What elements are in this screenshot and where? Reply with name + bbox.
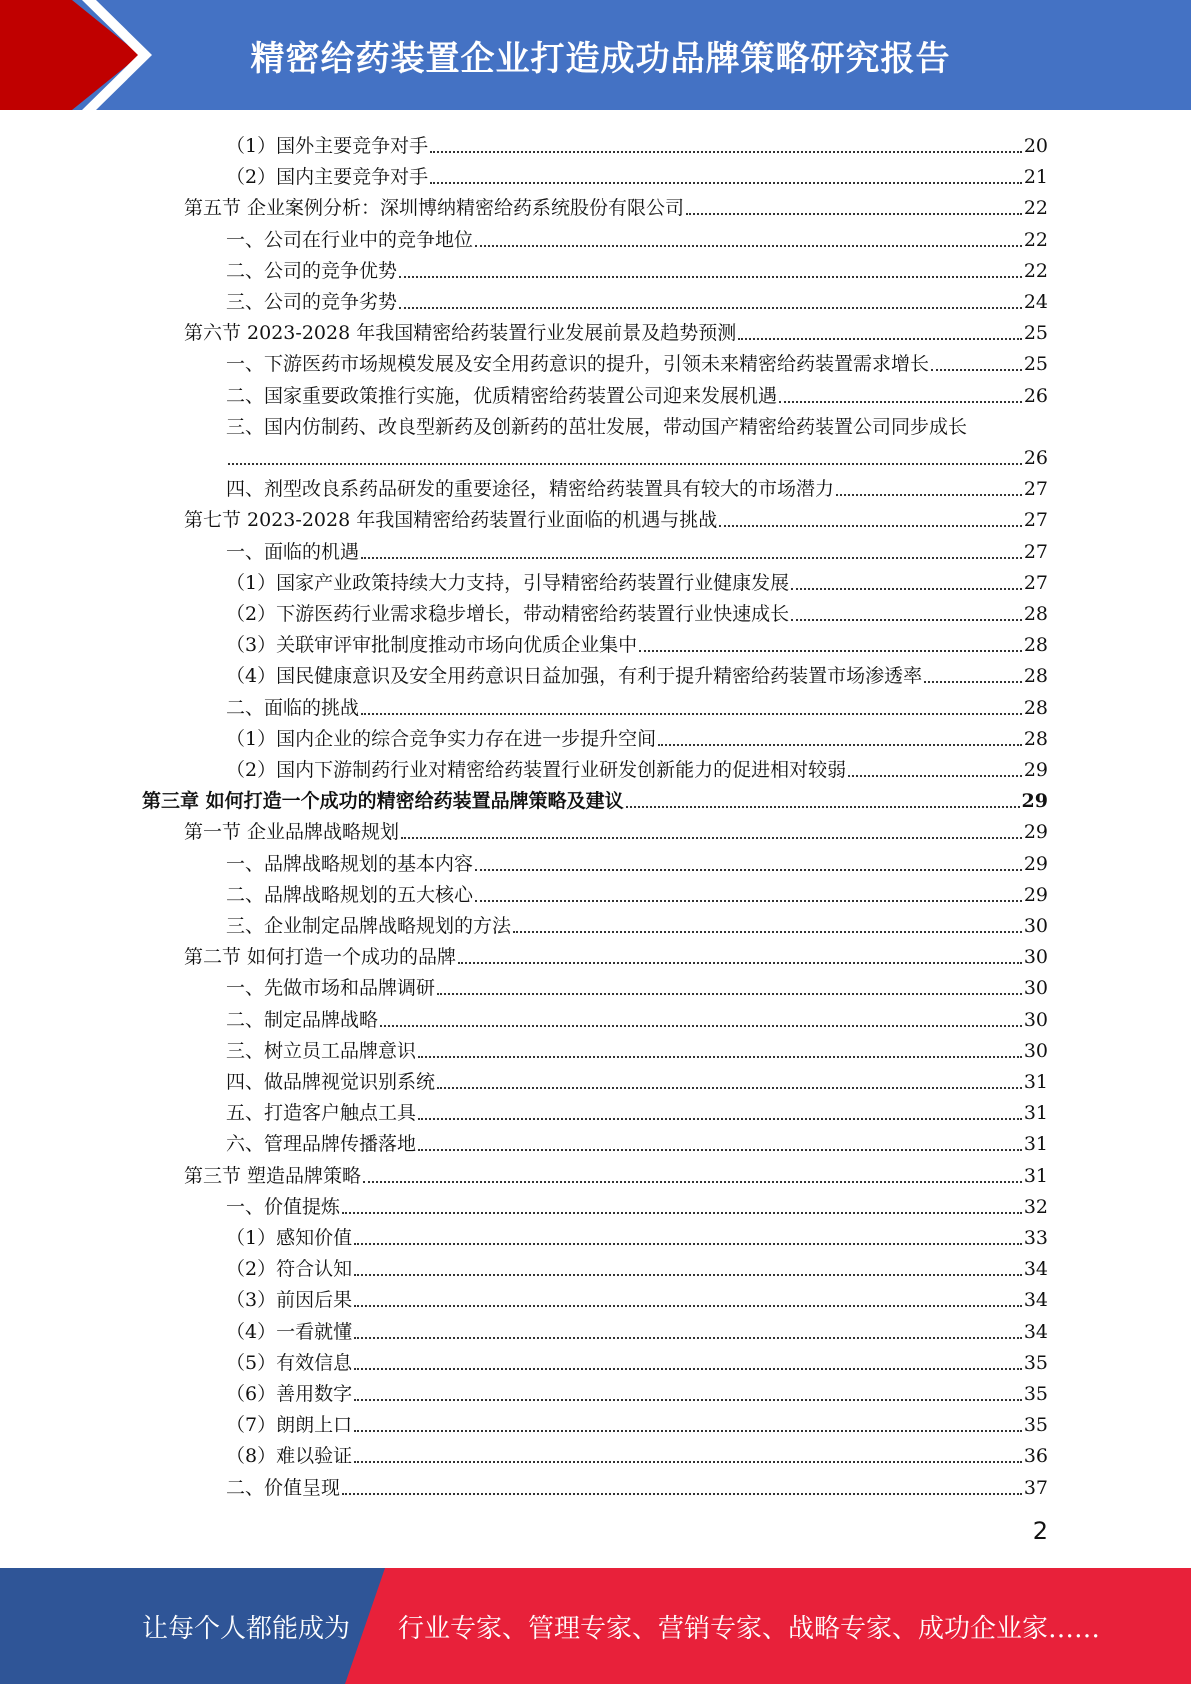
toc-entry[interactable] <box>184 501 1048 532</box>
toc-dot-leader <box>437 1087 1022 1089</box>
toc-entry-title: （8）难以验证 <box>226 1445 353 1468</box>
toc-dot-leader <box>686 213 1022 215</box>
toc-dot-leader <box>380 1025 1022 1027</box>
toc-entry[interactable] <box>226 127 1048 158</box>
toc-entry-page: 30 <box>1023 1039 1048 1062</box>
toc-entry[interactable] <box>226 1219 1048 1250</box>
toc-entry-title: （1）国内企业的综合竞争实力存在进一步提升空间 <box>226 727 657 750</box>
toc-entry[interactable] <box>184 938 1048 969</box>
toc-dot-leader <box>399 307 1022 309</box>
toc-entry-page: 29 <box>1023 883 1048 906</box>
toc-entry-title: 一、价值提炼 <box>226 1195 341 1218</box>
toc-entry-page: 21 <box>1023 166 1048 189</box>
toc-entry-title: （3）前因后果 <box>226 1289 353 1312</box>
toc-dot-leader <box>354 1399 1022 1401</box>
toc-entry-page: 28 <box>1023 603 1048 625</box>
toc-entry-page: 34 <box>1023 1289 1048 1312</box>
toc-dot-leader <box>418 1118 1022 1120</box>
toc-entry[interactable] <box>226 1313 1048 1344</box>
toc-dot-leader <box>354 1305 1022 1307</box>
toc-dot-leader <box>475 869 1022 871</box>
toc-entry-page: 29 <box>1023 852 1048 875</box>
toc-entry-page: 29 <box>1021 790 1048 813</box>
toc-entry-title: 六、管理品牌传播落地 <box>226 1133 417 1156</box>
toc-dot-leader <box>924 681 1022 683</box>
toc-dot-leader <box>836 494 1022 496</box>
toc-dot-leader <box>361 713 1022 715</box>
toc-entry-title: （2）符合认知 <box>226 1258 353 1281</box>
toc-entry-page: 33 <box>1023 1227 1048 1249</box>
toc-entry[interactable] <box>226 1188 1048 1219</box>
toc-entry[interactable] <box>226 345 1048 376</box>
toc-entry[interactable] <box>226 626 1048 657</box>
toc-entry[interactable] <box>184 813 1048 844</box>
toc-entry[interactable] <box>226 470 1048 501</box>
toc-entry[interactable] <box>226 595 1048 626</box>
toc-entry-title: 第七节 2023-2028 年我国精密给药装置行业面临的机遇与挑战 <box>184 509 718 532</box>
toc-dot-leader <box>791 588 1022 590</box>
toc-entry[interactable] <box>226 689 1048 720</box>
toc-entry[interactable] <box>184 314 1048 345</box>
toc-entry[interactable] <box>226 1094 1048 1125</box>
toc-entry[interactable] <box>226 1032 1048 1063</box>
toc-entry[interactable] <box>226 221 1048 252</box>
toc-dot-leader <box>418 1149 1022 1151</box>
toc-entry[interactable] <box>226 876 1048 907</box>
toc-entry-title: 二、公司的竞争优势 <box>226 259 398 282</box>
toc-entry[interactable] <box>226 1063 1048 1094</box>
toc-entry[interactable] <box>226 1250 1048 1281</box>
toc-entry-title: （5）有效信息 <box>226 1351 353 1374</box>
toc-entry-page: 31 <box>1023 1102 1048 1125</box>
toc-dot-leader <box>719 525 1022 527</box>
toc-dot-leader <box>354 1337 1022 1339</box>
toc-entry-title: （1）国外主要竞争对手 <box>226 135 429 157</box>
toc-entry[interactable] <box>226 1437 1048 1468</box>
toc-entry-page: 35 <box>1023 1414 1048 1437</box>
toc-entry-title: （7）朗朗上口 <box>226 1414 353 1437</box>
toc-dot-leader <box>791 619 1022 621</box>
toc-entry[interactable] <box>226 564 1048 595</box>
toc-dot-leader <box>658 744 1022 746</box>
toc-entry-page: 31 <box>1023 1071 1048 1093</box>
footer-banner <box>0 1568 1191 1684</box>
toc-entry-title: 三、国内仿制药、改良型新药及创新药的茁壮发展，带动国产精密给药装置公司同步成长 <box>226 415 968 438</box>
toc-dot-leader <box>228 463 1022 465</box>
toc-entry[interactable] <box>226 1281 1048 1312</box>
toc-entry[interactable] <box>226 720 1048 751</box>
toc-entry-title: （4）国民健康意识及安全用药意识日益加强，有利于提升精密给药装置市场渗透率 <box>226 665 923 688</box>
toc-entry-page: 30 <box>1023 946 1048 969</box>
report-title: 精密给药装置企业打造成功品牌策略研究报告 <box>250 38 951 79</box>
toc-entry-title: 第二节 如何打造一个成功的品牌 <box>184 946 457 969</box>
toc-entry-title: （2）下游医药行业需求稳步增长，带动精密给药装置行业快速成长 <box>226 603 790 625</box>
toc-entry-page: 35 <box>1023 1351 1048 1374</box>
toc-dot-leader <box>437 993 1022 995</box>
toc-entry[interactable] <box>226 252 1048 283</box>
toc-entry-title: 一、品牌战略规划的基本内容 <box>226 852 474 875</box>
toc-dot-leader <box>475 245 1022 247</box>
toc-entry[interactable] <box>226 969 1048 1000</box>
toc-entry[interactable] <box>226 1125 1048 1156</box>
toc-dot-leader <box>363 1181 1022 1183</box>
toc-entry-title: 第五节 企业案例分析：深圳博纳精密给药系统股份有限公司 <box>184 197 685 220</box>
toc-dot-leader <box>354 1243 1022 1245</box>
toc-dot-leader <box>626 806 1020 808</box>
toc-entry-page: 28 <box>1023 696 1048 719</box>
toc-entry[interactable] <box>226 1375 1048 1406</box>
toc-entry-title: 一、先做市场和品牌调研 <box>226 977 436 1000</box>
toc-dot-leader <box>639 650 1022 652</box>
toc-entry-title: 四、做品牌视觉识别系统 <box>226 1071 436 1093</box>
toc-entry-page: 36 <box>1023 1445 1048 1468</box>
toc-entry-title: 第三节 塑造品牌策略 <box>184 1164 362 1187</box>
toc-entry-page: 31 <box>1023 1164 1048 1187</box>
toc-dot-leader <box>738 338 1022 340</box>
toc-entry[interactable] <box>226 1469 1048 1500</box>
toc-entry[interactable] <box>142 782 1048 813</box>
toc-entry-page: 28 <box>1023 665 1048 688</box>
toc-entry-title: 一、公司在行业中的竞争地位 <box>226 228 474 251</box>
toc-dot-leader <box>342 1212 1022 1214</box>
toc-entry-title: 二、品牌战略规划的五大核心 <box>226 883 474 906</box>
toc-dot-leader <box>779 401 1022 403</box>
toc-entry-page: 22 <box>1023 259 1048 282</box>
toc-entry-page: 27 <box>1023 571 1048 594</box>
toc-entry-page: 35 <box>1023 1383 1048 1405</box>
toc-entry[interactable] <box>184 1157 1048 1188</box>
toc-entry[interactable] <box>226 657 1048 688</box>
toc-dot-leader <box>513 931 1022 933</box>
toc-entry-title: 第一节 企业品牌战略规划 <box>184 821 400 844</box>
toc-dot-leader <box>354 1368 1022 1370</box>
toc-entry-page: 24 <box>1023 291 1048 313</box>
toc-dot-leader <box>418 1056 1022 1058</box>
toc-dot-leader <box>399 276 1022 278</box>
toc-entry-page: 27 <box>1023 540 1048 563</box>
toc-entry-title: 五、打造客户触点工具 <box>226 1102 417 1125</box>
toc-dot-leader <box>475 900 1022 902</box>
toc-dot-leader <box>354 1274 1022 1276</box>
toc-entry-page: 29 <box>1023 821 1048 844</box>
toc-entry[interactable] <box>226 907 1048 938</box>
toc-entry-title: （6）善用数字 <box>226 1383 353 1405</box>
toc-entry-title: 二、国家重要政策推行实施，优质精密给药装置公司迎来发展机遇 <box>226 384 778 407</box>
toc-entry-page: 25 <box>1023 353 1048 376</box>
toc-dot-leader <box>931 369 1022 371</box>
toc-entry[interactable] <box>226 751 1048 782</box>
toc-entry-page: 28 <box>1023 727 1048 750</box>
toc-entry[interactable] <box>226 1001 1048 1032</box>
toc-entry-page: 27 <box>1023 509 1048 532</box>
toc-entry-title: 一、下游医药市场规模发展及安全用药意识的提升，引领未来精密给药装置需求增长 <box>226 353 930 376</box>
toc-dot-leader <box>361 557 1022 559</box>
page-number: 2 <box>1032 1517 1048 1545</box>
toc-entry-title: 二、面临的挑战 <box>226 696 360 719</box>
toc-entry-title: （3）关联审评审批制度推动市场向优质企业集中 <box>226 634 638 657</box>
toc-entry-title: （4）一看就懂 <box>226 1320 353 1343</box>
toc-entry[interactable] <box>184 189 1048 220</box>
toc-entry-page: 20 <box>1023 135 1048 157</box>
toc-dot-leader <box>354 1430 1022 1432</box>
toc-entry-title: 三、公司的竞争劣势 <box>226 291 398 313</box>
toc-entry-title: （1）国家产业政策持续大力支持，引导精密给药装置行业健康发展 <box>226 571 790 594</box>
toc-entry-title: （2）国内下游制药行业对精密给药装置行业研发创新能力的促进相对较弱 <box>226 759 847 781</box>
toc-entry[interactable] <box>226 1406 1048 1437</box>
toc-entry-page: 29 <box>1023 759 1048 781</box>
toc-entry[interactable] <box>226 845 1048 876</box>
toc-entry-page: 34 <box>1023 1320 1048 1343</box>
toc-entry-page: 22 <box>1023 228 1048 251</box>
toc-entry[interactable] <box>226 533 1048 564</box>
toc-entry-title: （1）感知价值 <box>226 1227 353 1249</box>
toc-entry-page: 30 <box>1023 1008 1048 1031</box>
footer-slogan-left: 让每个人都能成为 <box>142 1613 351 1644</box>
toc-entry-page: 28 <box>1023 634 1048 657</box>
toc-dot-leader <box>342 1493 1022 1495</box>
toc-dot-leader <box>430 182 1022 184</box>
toc-entry-page: 32 <box>1023 1195 1048 1218</box>
toc-entry-page: 25 <box>1023 322 1048 345</box>
toc-entry[interactable] <box>226 283 1048 314</box>
toc-dot-leader <box>848 775 1022 777</box>
toc-entry-title: 三、树立员工品牌意识 <box>226 1039 417 1062</box>
header-banner <box>0 0 1191 110</box>
toc-dot-leader <box>430 151 1022 153</box>
toc-entry-title: 一、面临的机遇 <box>226 540 360 563</box>
toc-entry-title: 三、企业制定品牌战略规划的方法 <box>226 915 512 937</box>
toc-entry-title: 第六节 2023-2028 年我国精密给药装置行业发展前景及趋势预测 <box>184 322 737 345</box>
toc-entry-page: 22 <box>1023 197 1048 220</box>
toc-entry-page: 27 <box>1023 478 1048 501</box>
toc-entry-page: 31 <box>1023 1133 1048 1156</box>
toc-entry-title: 四、剂型改良系药品研发的重要途径，精密给药装置具有较大的市场潜力 <box>226 478 835 501</box>
toc-dot-leader <box>354 1461 1022 1463</box>
toc-entry[interactable] <box>226 1344 1048 1375</box>
toc-entry-page: 34 <box>1023 1258 1048 1281</box>
toc-entry-title: 第三章 如何打造一个成功的精密给药装置品牌策略及建议 <box>142 790 624 813</box>
toc-dot-leader <box>458 962 1022 964</box>
toc-entry[interactable] <box>226 408 1048 439</box>
toc-entry-page: 30 <box>1023 977 1048 1000</box>
toc-entry-title: 二、制定品牌战略 <box>226 1008 379 1031</box>
toc-dot-leader <box>401 837 1022 839</box>
toc-entry-page: 37 <box>1023 1476 1048 1499</box>
toc-entry-title: （2）国内主要竞争对手 <box>226 166 429 189</box>
toc-entry-title: 二、价值呈现 <box>226 1476 341 1499</box>
chevron-arrow-icon <box>0 0 160 110</box>
toc-entry-page: 26 <box>1023 384 1048 407</box>
footer-slogan-right: 行业专家、管理专家、营销专家、战略专家、成功企业家…… <box>398 1613 1101 1644</box>
toc-entry[interactable] <box>226 439 1048 470</box>
toc-entry-page: 26 <box>1023 447 1048 469</box>
toc-entry[interactable] <box>226 377 1048 408</box>
toc-entry-page: 30 <box>1023 915 1048 937</box>
toc-entry[interactable] <box>226 158 1048 189</box>
